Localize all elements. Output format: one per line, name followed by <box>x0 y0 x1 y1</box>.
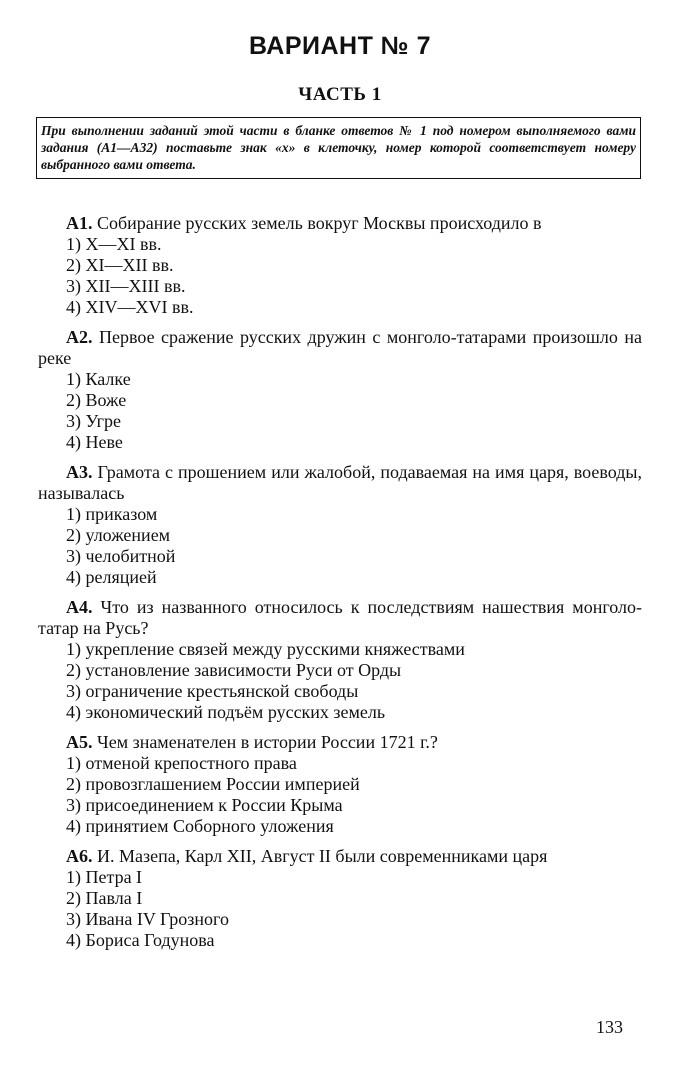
answer-option: 3) ограничение крестьянской свободы <box>66 681 359 701</box>
answer-option: 2) установление зависимости Руси от Орды <box>66 660 402 680</box>
question-a5 <box>38 732 642 837</box>
answer-option: 2) уложением <box>66 525 171 545</box>
answer-option: 3) присоединением к России Крыма <box>66 795 343 815</box>
answer-option: 1) укрепление связей между русскими княжествами <box>66 639 465 659</box>
question-body: Первое сражение русских дружин с монголо-татарами произошло на реке <box>38 327 642 368</box>
question-number: А5. <box>66 732 93 752</box>
answer-options <box>38 369 642 453</box>
answer-options <box>38 234 642 318</box>
question-a4 <box>38 597 642 723</box>
question-a1 <box>38 213 642 318</box>
question-number: А1. <box>66 213 93 233</box>
question-a6 <box>38 846 642 951</box>
answer-option: 3) челобитной <box>66 546 176 566</box>
answer-option: 1) Петра I <box>66 867 143 887</box>
answer-option: 3) Ивана IV Грозного <box>66 909 229 929</box>
question-body: Грамота с прошением или жалобой, подаваемая на имя царя, воеводы, называлась <box>38 462 642 503</box>
answer-option: 4) Неве <box>66 432 123 452</box>
question-number: А4. <box>66 597 93 617</box>
answer-option: 1) X—XI вв. <box>66 234 162 254</box>
answer-option: 1) отменой крепостного права <box>66 753 297 773</box>
questions-list <box>38 213 642 960</box>
answer-option: 2) Воже <box>66 390 127 410</box>
answer-option: 4) реляцией <box>66 567 157 587</box>
question-number: А2. <box>66 327 93 347</box>
answer-option: 4) Бориса Годунова <box>66 930 215 950</box>
question-a3 <box>38 462 642 588</box>
answer-option: 1) приказом <box>66 504 158 524</box>
question-a2 <box>38 327 642 453</box>
answer-option: 4) принятием Соборного уложения <box>66 816 334 836</box>
answer-option: 2) XI—XII вв. <box>66 255 174 275</box>
answer-options <box>38 867 642 951</box>
question-body: Что из названного относилось к последствиям нашествия монголо-татар на Русь? <box>38 597 643 638</box>
question-text <box>38 846 642 867</box>
part-heading: ЧАСТЬ 1 <box>298 84 382 105</box>
answer-option: 3) Угре <box>66 411 122 431</box>
answer-option: 3) XII—XIII вв. <box>66 276 186 296</box>
question-text <box>38 732 642 753</box>
answer-options <box>38 753 642 837</box>
question-number: А3. <box>66 462 93 482</box>
question-number: А6. <box>66 846 93 866</box>
answer-option: 1) Калке <box>66 369 131 389</box>
answer-option: 4) экономический подъём русских земель <box>66 702 386 722</box>
question-text <box>38 213 642 234</box>
answer-option: 2) Павла I <box>66 888 143 908</box>
answer-option: 2) провозглашением России империей <box>66 774 360 794</box>
answer-options <box>38 504 642 588</box>
page-number: 133 <box>596 1017 623 1037</box>
instructions-box: При выполнении заданий этой части в бланке ответов № 1 под номером выполняемого вами задания (А1—А32) поставьте знак «х» в клеточку, номер которой соответствует номеру выбранного вами ответа. <box>36 117 641 179</box>
question-text <box>38 597 642 639</box>
question-body: И. Мазепа, Карл XII, Август II были современниками царя <box>97 846 548 866</box>
answer-options <box>38 639 642 723</box>
question-text <box>38 462 642 504</box>
variant-title: ВАРИАНТ № 7 <box>248 32 432 60</box>
question-body: Собирание русских земель вокруг Москвы происходило в <box>97 213 542 233</box>
question-body: Чем знаменателен в истории России 1721 г.? <box>97 732 438 752</box>
answer-option: 4) XIV—XVI вв. <box>66 297 194 317</box>
question-text <box>38 327 642 369</box>
